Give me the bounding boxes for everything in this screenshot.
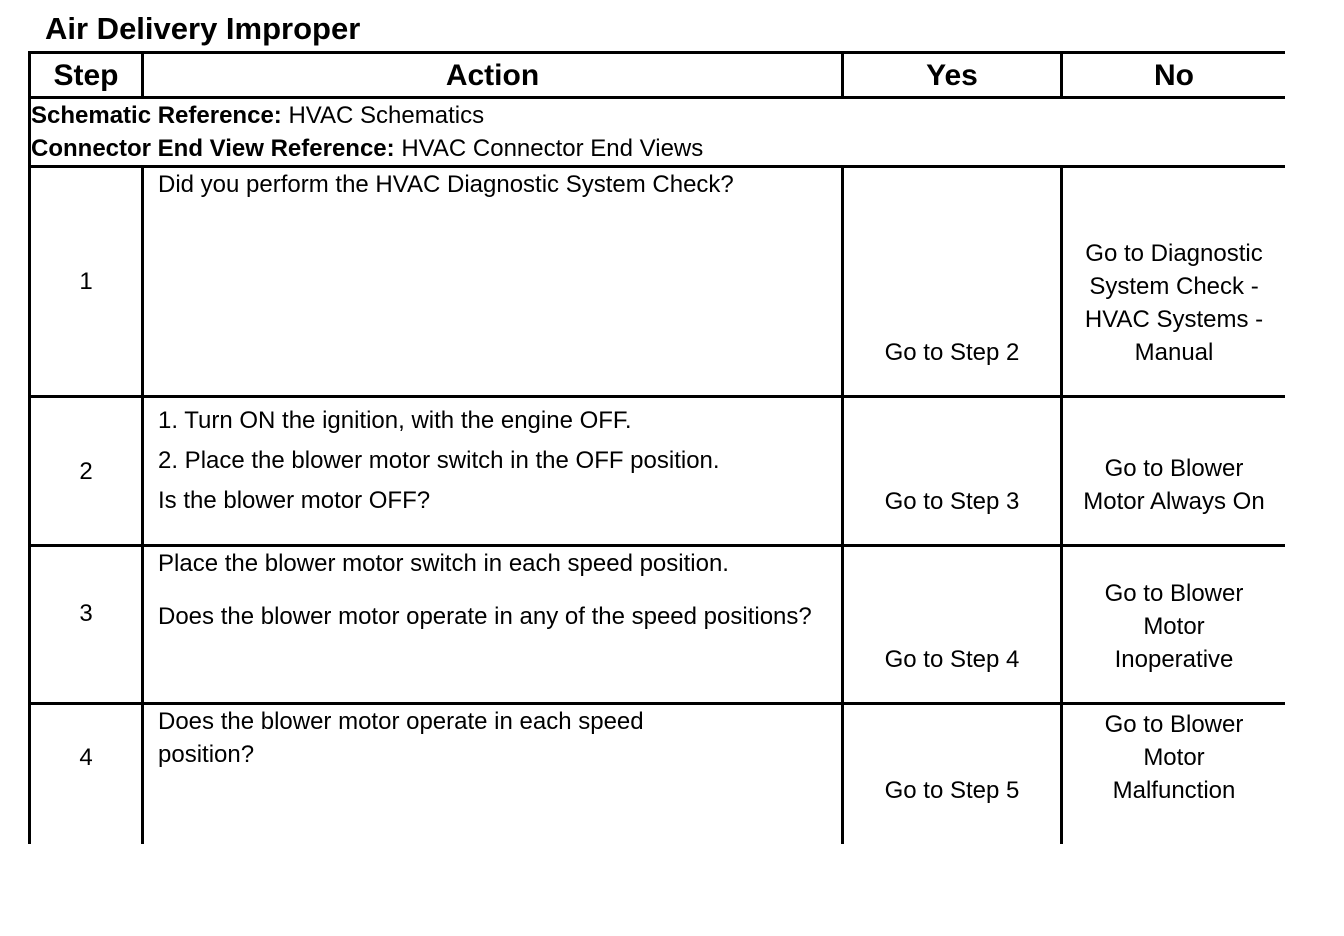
column-header-no: No — [1062, 53, 1286, 98]
action-line: Does the blower motor operate in each speed position? — [158, 708, 644, 768]
reference-row — [30, 98, 1286, 167]
diagnostic-table-frame — [28, 51, 1285, 845]
yes-cell — [843, 167, 1062, 397]
reference-cell — [30, 98, 1286, 167]
diagnostic-table — [28, 51, 1285, 844]
action-cell — [143, 546, 843, 704]
yes-cell — [843, 546, 1062, 704]
table-row — [30, 704, 1286, 844]
action-line: 1. Turn ON the ignition, with the engine OFF. — [158, 407, 632, 434]
connector-reference-label: Connector End View Reference: — [31, 135, 395, 162]
action-line: Place the blower motor switch in each speed position. — [158, 550, 729, 577]
no-cell — [1062, 546, 1286, 704]
table-row — [30, 397, 1286, 546]
column-header-yes: Yes — [843, 53, 1062, 98]
no-link[interactable]: Go to Diagnostic System Check - HVAC Systems - Manual — [1084, 240, 1264, 366]
column-header-step: Step — [30, 53, 143, 98]
connector-reference-link[interactable]: HVAC Connector End Views — [401, 135, 704, 162]
no-link[interactable]: Go to Blower Motor Always On — [1083, 455, 1265, 515]
page-title: Air Delivery Improper — [45, 11, 361, 46]
yes-cell — [843, 397, 1062, 546]
action-cell — [143, 397, 843, 546]
step-cell — [30, 546, 143, 704]
yes-link[interactable]: Go to Step 4 — [884, 646, 1020, 673]
schematic-reference-link[interactable]: HVAC Schematics — [288, 102, 485, 129]
no-link[interactable]: Go to Blower Motor Malfunction — [1104, 711, 1244, 804]
header-row — [30, 53, 1286, 98]
action-cell — [143, 167, 843, 397]
yes-link[interactable]: Go to Step 3 — [884, 488, 1020, 515]
yes-link[interactable]: Go to Step 5 — [884, 777, 1020, 804]
table-row — [30, 167, 1286, 397]
step-number: 3 — [79, 600, 93, 627]
no-link[interactable]: Go to Blower Motor Inoperative — [1104, 580, 1244, 673]
schematic-reference-label: Schematic Reference: — [31, 102, 282, 129]
action-line: 2. Place the blower motor switch in the OFF position. — [158, 447, 720, 474]
yes-link[interactable]: Go to Step 2 — [884, 339, 1020, 366]
step-number: 4 — [79, 744, 93, 771]
action-cell — [143, 704, 843, 844]
no-cell — [1062, 167, 1286, 397]
action-line: Did you perform the HVAC Diagnostic System Check? — [158, 171, 734, 198]
yes-cell — [843, 704, 1062, 844]
step-cell — [30, 704, 143, 844]
no-cell — [1062, 704, 1286, 844]
no-cell — [1062, 397, 1286, 546]
step-number: 2 — [30, 397, 143, 546]
action-line: Is the blower motor OFF? — [158, 487, 431, 514]
column-header-action: Action — [143, 53, 843, 98]
action-line: Does the blower motor operate in any of the speed positions? — [158, 603, 812, 630]
table-row — [30, 546, 1286, 704]
connector-reference — [31, 132, 1285, 165]
schematic-reference — [31, 99, 1285, 132]
step-number: 1 — [30, 167, 143, 397]
